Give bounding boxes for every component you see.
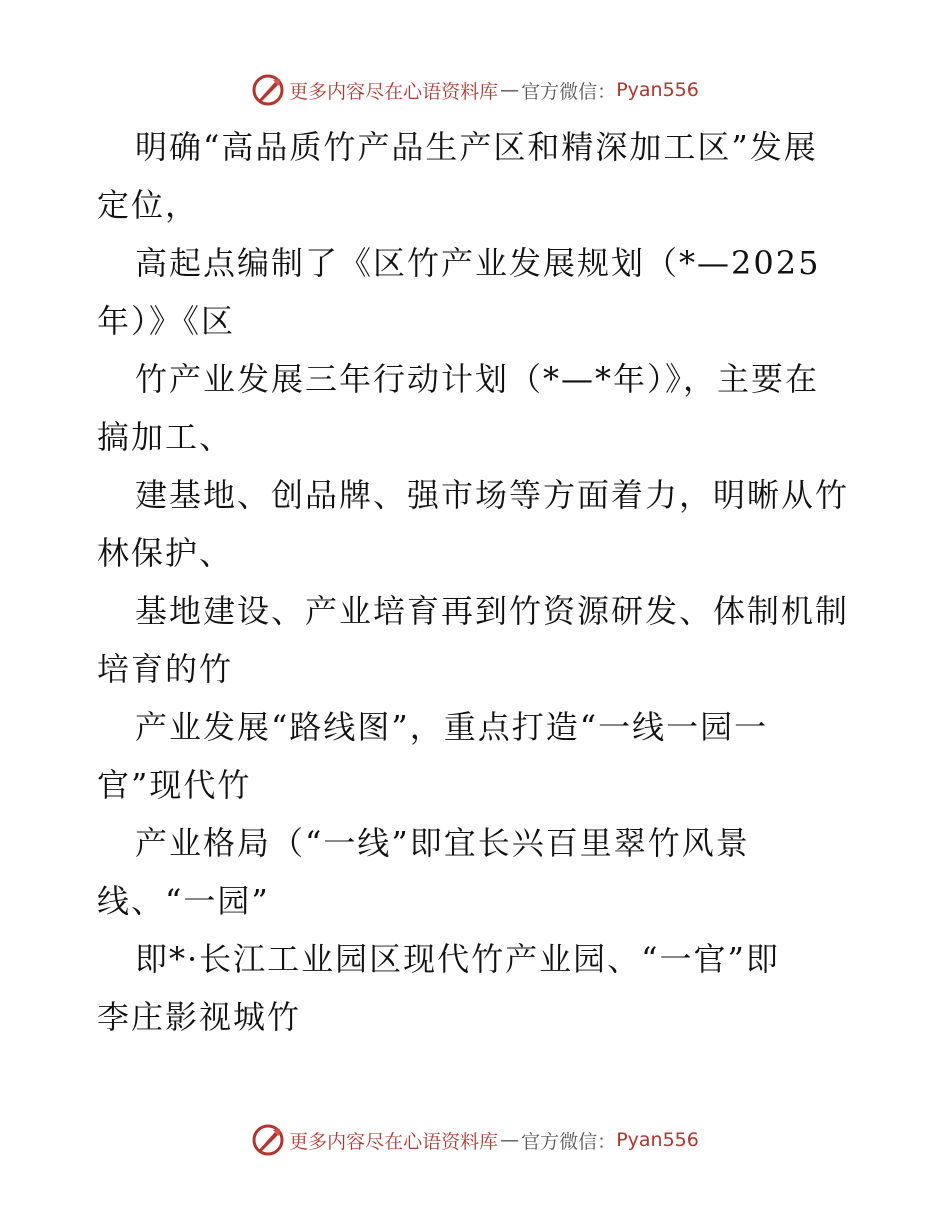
- paragraph-line: 竹产业发展三年行动计划（*—*年）》，主要在: [135, 360, 820, 398]
- paragraph: [0, 930, 950, 1046]
- paragraph: [0, 466, 950, 582]
- watermark-separator: —: [500, 1129, 520, 1151]
- paragraph: [0, 118, 950, 234]
- watermark-contact-id: Pyan556: [616, 79, 699, 101]
- paragraph-line: 即*·长江工业园区现代竹产业园、“一官”即: [135, 940, 780, 978]
- paragraph: [0, 582, 950, 698]
- paragraph-line: 培育的竹: [97, 650, 234, 688]
- paragraph-line: 搞加工、: [97, 418, 234, 456]
- paragraph-line: 明确“高品质竹产品生产区和精深加工区”发展: [135, 128, 818, 166]
- paragraph-line: 定位，: [97, 186, 200, 224]
- paragraph-line: 高起点编制了《区竹产业发展规划（*—2025: [135, 244, 821, 282]
- watermark-contact-label: 官方微信：: [521, 80, 617, 103]
- paragraph-line: 产业发展“路线图”，重点打造“一线一园一: [135, 708, 769, 746]
- paragraph-line: 林保护、: [97, 534, 234, 572]
- paragraph-line: 基地建设、产业培育再到竹资源研发、体制机制: [135, 592, 850, 630]
- paragraph: [0, 350, 950, 466]
- paragraph-line: 年）》《区: [97, 302, 236, 340]
- paragraph-line: 产业格局（“一线”即宜长兴百里翠竹风景: [135, 824, 750, 862]
- header-watermark: [0, 70, 950, 110]
- quill-logo-icon: [251, 73, 285, 107]
- watermark-text: 更多内容尽在心语资料库: [289, 1130, 499, 1153]
- paragraph-line: 李庄影视城竹: [97, 998, 302, 1036]
- watermark-text: 更多内容尽在心语资料库: [289, 80, 499, 103]
- watermark-contact-label: 官方微信：: [521, 1130, 617, 1153]
- paragraph-line: 建基地、创品牌、强市场等方面着力，明晰从竹: [135, 476, 850, 514]
- footer-watermark: [0, 1120, 950, 1160]
- watermark-contact-id: Pyan556: [616, 1129, 699, 1151]
- paragraph: [0, 698, 950, 814]
- paragraph: [0, 814, 950, 930]
- paragraph: [0, 234, 950, 350]
- quill-logo-icon: [251, 1123, 285, 1157]
- paragraph-line: 线、“一园”: [97, 882, 270, 920]
- document-body: [0, 118, 950, 1046]
- watermark-separator: —: [500, 79, 520, 101]
- paragraph-line: 官”现代竹: [97, 766, 252, 804]
